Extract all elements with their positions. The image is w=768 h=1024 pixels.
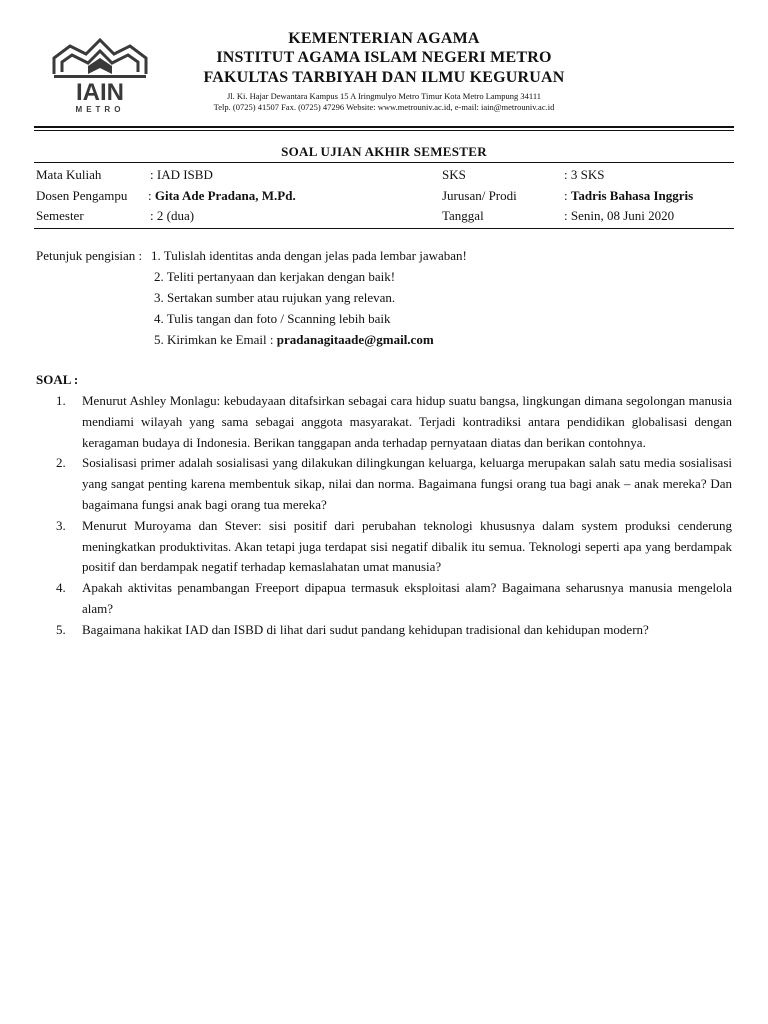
exam-title: SOAL UJIAN AKHIR SEMESTER xyxy=(281,144,487,159)
question-item xyxy=(36,391,732,453)
instructions xyxy=(36,245,736,350)
logo-emblem-icon xyxy=(48,28,152,116)
instruction-email-item xyxy=(154,329,434,350)
logo-sub-text: METRO xyxy=(75,105,125,114)
letterhead xyxy=(160,30,608,113)
lecturer-colon: : xyxy=(148,187,155,203)
questions-heading: SOAL : xyxy=(36,372,79,387)
question-number: 1. xyxy=(56,393,66,408)
course-label: Mata Kuliah xyxy=(36,167,102,182)
instruction-row xyxy=(36,329,736,350)
lecturer-label: Dosen Pengampu xyxy=(36,187,128,203)
instruction-item: 2. Teliti pertanyaan dan kerjakan dengan baik! xyxy=(154,269,396,284)
submission-email: pradanagitaade@gmail.com xyxy=(276,332,434,347)
institute-address: Jl. Ki. Hajar Dewantara Kampus 15 A Iringmulyo Metro Timur Kota Metro Lampung 34111 xyxy=(226,91,542,101)
instruction-row xyxy=(36,308,736,329)
question-text: Menurut Ashley Monlagu: kebudayaan ditafsirkan sebagai cara hidup suatu bangsa, lingkungan dimana segolongan manusia mendiami wilayah yang sama sebagai anggota masyarakat. Terjadi kontradiksi antara pendidikan globalisasi dengan keragaman budaya di Indonesia. Berikan tanggapan anda terhadap pernyataan diatas dan berikan contohnya. xyxy=(82,393,732,450)
header-divider-thick xyxy=(34,126,734,128)
question-text: Sosialisasi primer adalah sosialisasi yang dilakukan dilingkungan keluarga, keluarga merupakan salah satu media sosialisasi yang sangat penting karena membentuk sikap, nilai dan norma. Bagaimana fungsi orang tua bagi anak – anak mereka? Dan bagaimana fungsi anak bagi orang tua mereka? xyxy=(82,455,732,512)
major-label: Jurusan/ Prodi xyxy=(442,187,517,203)
semester-value: : 2 (dua) xyxy=(150,208,195,223)
exam-info xyxy=(36,165,736,227)
info-top-divider xyxy=(34,162,734,163)
instruction-item: 1. Tulislah identitas anda dengan jelas pada lembar jawaban! xyxy=(151,248,467,263)
lecturer-value: Gita Ade Pradana, M.Pd. xyxy=(154,187,296,203)
info-row xyxy=(36,186,736,207)
date-value: : Senin, 08 Juni 2020 xyxy=(564,208,675,223)
ministry-name: KEMENTERIAN AGAMA xyxy=(288,30,480,47)
question-list xyxy=(36,391,732,641)
instruction-row xyxy=(36,266,736,287)
question-text: Bagaimana hakikat IAD dan ISBD di lihat dari sudut pandang kehidupan tradisional dan kehidupan modern? xyxy=(82,621,649,637)
email-prefix: 5. Kirimkan ke Email : xyxy=(154,332,277,347)
sks-value: : 3 SKS xyxy=(564,167,605,182)
question-item xyxy=(36,578,732,620)
instruction-item: 3. Sertakan sumber atau rujukan yang relevan. xyxy=(154,290,396,305)
major-field xyxy=(564,186,693,207)
header-divider-thin xyxy=(34,130,734,131)
logo-main-text: IAIN xyxy=(76,79,124,106)
major-value: Tadris Bahasa Inggris xyxy=(570,187,694,203)
course-value: : IAD ISBD xyxy=(150,167,213,182)
info-bottom-divider xyxy=(34,228,734,229)
instruction-row xyxy=(36,245,736,266)
question-number: 5. xyxy=(56,621,66,637)
question-text: Apakah aktivitas penambangan Freeport dipapua termasuk eksploitasi alam? Bagaimana seharusnya manusia mengelola alam? xyxy=(82,580,732,616)
question-item xyxy=(36,453,732,515)
instruction-item: 4. Tulis tangan dan foto / Scanning lebih baik xyxy=(154,311,391,326)
question-number: 2. xyxy=(56,455,66,471)
institute-name: INSTITUT AGAMA ISLAM NEGERI METRO xyxy=(216,49,552,66)
lecturer-field xyxy=(148,186,296,207)
faculty-name: FAKULTAS TARBIYAH DAN ILMU KEGURUAN xyxy=(203,69,565,86)
question-item xyxy=(36,620,732,641)
info-row xyxy=(36,206,736,227)
info-row xyxy=(36,165,736,186)
date-label: Tanggal xyxy=(442,208,484,223)
sks-label: SKS xyxy=(442,167,466,182)
instructions-label: Petunjuk pengisian : xyxy=(36,248,143,263)
instruction-row xyxy=(36,287,736,308)
iain-metro-logo xyxy=(48,28,152,116)
question-number: 4. xyxy=(56,580,66,596)
institute-contact: Telp. (0725) 41507 Fax. (0725) 47296 Website: www.metrouniv.ac.id, e-mail: iain@metrouniv.ac.id xyxy=(213,102,555,112)
question-item xyxy=(36,516,732,578)
question-number: 3. xyxy=(56,517,66,533)
major-colon: : xyxy=(564,187,571,203)
question-text: Menurut Muroyama dan Stever: sisi positif dari perubahan teknologi khususnya dalam system produksi cenderung meningkatkan produktivitas. Akan tetapi juga terdapat sisi negatif dibalik itu semua. Teknologi seperti apa yang berdampak positif dan berdampak negatif terhadap kemaslahatan umat manusia? xyxy=(82,517,732,575)
semester-label: Semester xyxy=(36,208,84,223)
